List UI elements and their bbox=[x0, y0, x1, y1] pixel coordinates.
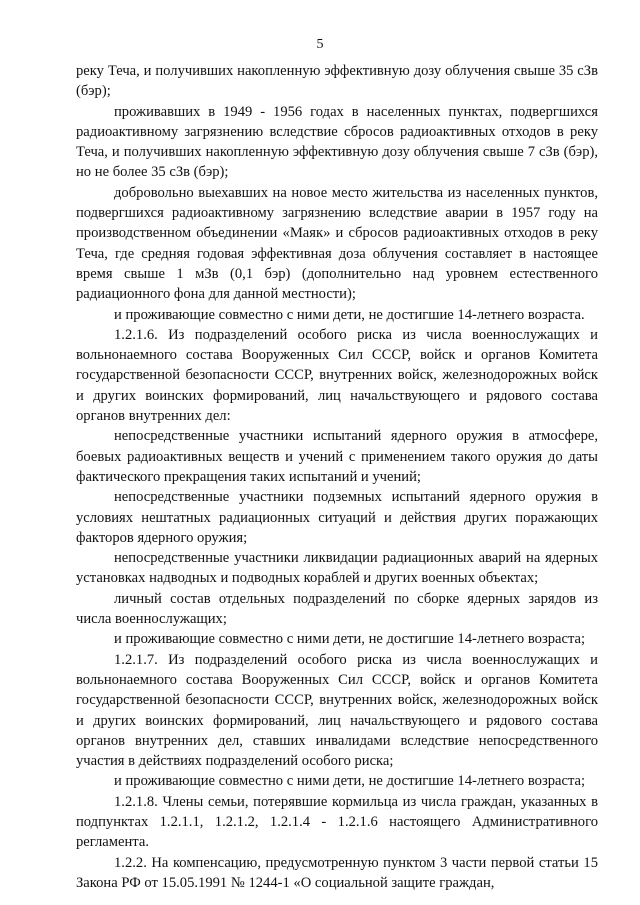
paragraph: проживавших в 1949 - 1956 годах в населенных пунктах, подвергшихся радиоактивному загрязнению вследствие сбросов радиоактивных отходов в реку Теча, и получивших накопленную эффективную дозу облучения свыше 7 сЗв (бэр), но не более 35 сЗв (бэр); bbox=[76, 103, 598, 181]
paragraph: непосредственные участники испытаний ядерного оружия в атмосфере, боевых радиоактивных веществ и учений с применением такого оружия до даты фактического прекращения таких испытаний и учений; bbox=[76, 428, 598, 485]
paragraph: непосредственные участники подземных испытаний ядерного оружия в условиях нештатных радиационных ситуаций и действия других поражающих факторов ядерного оружия; bbox=[76, 489, 598, 546]
paragraph: непосредственные участники ликвидации радиационных аварий на ядерных установках надводных и подводных кораблей и других военных объектах; bbox=[76, 550, 598, 587]
paragraph-clause-1-2-1-6: 1.2.1.6. Из подразделений особого риска из числа военнослужащих и вольнонаемного состава Вооруженных Сил СССР, войск и органов Комитета государственной безопасности СССР, внутренних войск, железнодорожных войск и других воинских формирований, лиц начальствующего и рядового состава органов внутренних дел: bbox=[76, 326, 598, 425]
paragraph-clause-1-2-1-7: 1.2.1.7. Из подразделений особого риска из числа военнослужащих и вольнонаемного состава Вооруженных Сил СССР, войск и органов Комитета государственной безопасности СССР, внутренних войск, железнодорожных войск и других воинских формирований, лиц начальствующего и рядового состава органов внутренних дел, ставших инвалидами вследствие непосредственного участия в действиях подразделений особого риска; bbox=[76, 651, 598, 770]
paragraph-clause-1-2-1-8: 1.2.1.8. Члены семьи, потерявшие кормильца из числа граждан, указанных в подпунктах 1.2.1.1, 1.2.1.2, 1.2.1.4 - 1.2.1.6 настоящего Административного регламента. bbox=[76, 793, 598, 851]
paragraph: и проживающие совместно с ними дети, не достигшие 14-летнего возраста; bbox=[114, 773, 586, 790]
paragraph: добровольно выехавших на новое место жительства из населенных пунктов, подвергшихся радиоактивному загрязнению вследствие аварии в 1957 году на производственном объединении «Маяк» и сбросов радиоактивных отходов в реку Теча, где средняя годовая эффективная доза облучения составляет в настоящее время свыше 1 мЗв (0,1 бэр) (дополнительно над уровнем естественного радиационного фона для данной местности); bbox=[76, 184, 598, 303]
paragraph: и проживающие совместно с ними дети, не достигшие 14-летнего возраста. bbox=[114, 306, 585, 323]
paragraph: и проживающие совместно с ними дети, не достигшие 14-летнего возраста; bbox=[114, 631, 586, 648]
paragraph-continuation: реку Теча, и получивших накопленную эффективную дозу облучения свыше 35 сЗв (бэр); bbox=[76, 63, 598, 100]
page-number: 5 bbox=[316, 37, 324, 52]
body-text bbox=[76, 61, 598, 893]
paragraph: личный состав отдельных подразделений по сборке ядерных зарядов из числа военнослужащих; bbox=[76, 590, 598, 628]
paragraph-clause-1-2-2: 1.2.2. На компенсацию, предусмотренную пунктом 3 части первой статьи 15 Закона РФ от 15.05.1991 № 1244-1 «О социальной защите граждан, bbox=[76, 854, 598, 891]
